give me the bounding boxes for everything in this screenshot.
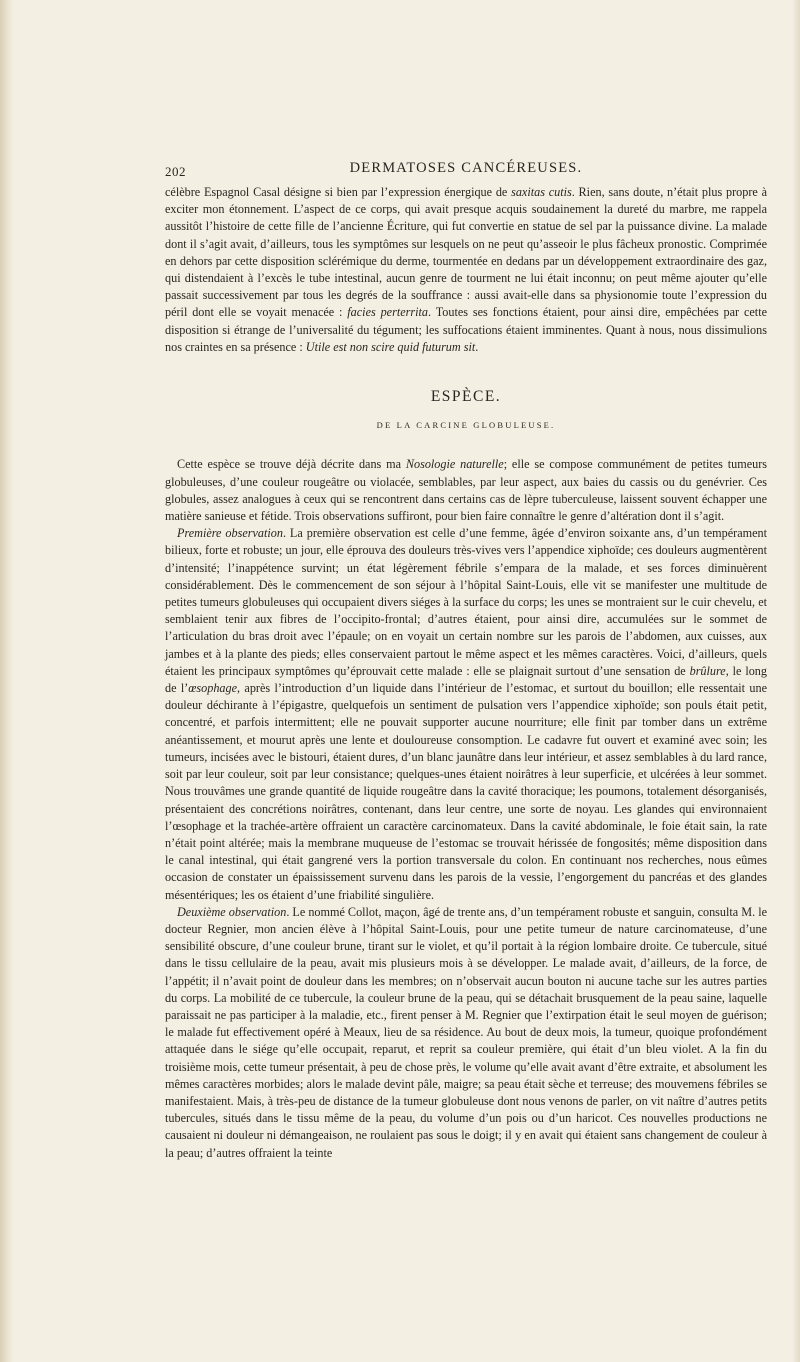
page-body xyxy=(165,160,767,1162)
first-observation-italic-1: brûlure xyxy=(689,663,726,678)
first-observation-text-3: , après l’introduction d’un liquide dans l’intérieur de l’estomac, et surtout du bouillon; elle ressentait une douleur déchirante à l’épigastre, quelquefois un sentiment de pulsation vers l’appendice xiphoïde; son pouls était petit, concentré, et parfois intermittent; elle ne pouvait supporter aucune nourriture; elle finit par tomber dans un extrême anéantissement, et mourut après une lente et douloureuse consomption. Le cadavre fut ouvert et examiné avec soin; les tumeurs, incisées avec le bistouri, étaient dures, d’un blanc jaunâtre dans leur intérieur, et assez semblables à du lard rance, soit par leur couleur, soit par leur consistance; quelques-unes étaient noirâtres à leur superficie, et ulcérées à leur sommet. Nous trouvâmes une grande quantité de liquide rougeâtre dans la cavité thoracique; les poumons, totalement désorganisés, présentaient des concrétions noirâtres, contenant, dans leur centre, une sorte de noyau. Les glandes qui environnaient l’œsophage et la trachée-artère offraient un caractère carcinomateux. Dans la cavité abdominale, le foie était sain, la rate n’était point altérée; mais la membrane muqueuse de l’estomac se trouvait hérissée de fongosités; même disposition dans le canal intestinal, qui était gangrené vers la portion transversale du colon. En continuant nos recherches, nous eûmes occasion de constater un épaississement survenu dans les parois de la vessie, l’engorgement du pancréas et des glandes mésentériques; les os étaient d’une friabilité singulière. xyxy=(165,681,767,902)
intro-italic-3: Utile est non scire quid futurum sit xyxy=(305,339,476,354)
intro-text-4: . xyxy=(475,339,479,354)
second-observation-text: . Le nommé Collot, maçon, âgé de trente ans, d’un tempérament robuste et sanguin, consulta M. le docteur Regnier, mon ancien élève à l’hôpital Saint-Louis, pour une petite tumeur de nature carcinomateuse, d’une sensibilité obscure, d’une couleur brune, tirant sur le violet, et qu’il portait à la région lombaire droite. Ce tubercule, situé dans le tissu cellulaire de la peau, avait mis plusieurs mois à se développer. Le malade avait, d’ailleurs, de la force, de l’appétit; il n’avait point de douleur dans les membres; on n’observait aucun bouton ni aucune tache sur les autres parties du corps. La mobilité de ce tubercule, la couleur brune de la peau, qui se détachait brusquement de la peau saine, laquelle paraissait ne pas participer à la maladie, etc., firent penser à M. Regnier que l’extirpation était le seul moyen de guérison; le malade fut effectivement opéré à Meaux, lieu de sa résidence. Au bout de deux mois, la tumeur, quoique profondément attaquée dans le siége qu’elle occupait, reparut, et reprit sa couleur première, qui était d’un bleu violet. A la fin du troisième mois, cette tumeur présentait, à peu de chose près, le volume qu’elle avait avant d’être extraite, et absolument les mêmes caractères morbides; alors le malade devint pâle, maigre; sa peau était sèche et terreuse; des mouvemens fébriles se manifestaient. Mais, à très-peu de distance de la tumeur globuleuse dont nous venons de parler, on vit naître d’autres petits tubercules, situés dans le tissu même de la peau, du volume d’un pois ou d’un haricot. Ces nouvelles productions ne causaient ni douleur ni démangeaison, ne roulaient pas sous le doigt; il y en avait qui étaient sans changement de couleur à la peau; d’autres offraient la teinte xyxy=(165,904,767,1160)
intro-italic-2: facies perterrita xyxy=(347,305,428,320)
page-edge-shadow xyxy=(0,0,14,1362)
first-observation-heading: Première observation xyxy=(177,526,283,541)
second-observation-paragraph xyxy=(165,904,767,1162)
second-observation-heading: Deuxième observation xyxy=(177,904,287,919)
intro-italic-1: saxitas cutis xyxy=(511,185,572,199)
section-subtitle: DE LA CARCINE GLOBULEUSE. xyxy=(376,420,556,431)
running-title: DERMATOSES CANCÉREUSES. xyxy=(349,160,583,176)
intro-text-3: . Toutes ses fonctions étaient, pour ainsi dire, empêchées par cette disposition si étrange de l’universalité du tégument; les suffocations étaient imminentes. Quant à nous, nous dissimulions nos craintes en sa présence : xyxy=(165,305,767,354)
intro-paragraph xyxy=(165,184,767,356)
first-observation-text-2: , le long de l’ xyxy=(165,663,767,696)
first-observation-italic-2: œsophage xyxy=(188,681,238,696)
intro-text-1: célèbre Espagnol Casal désigne si bien par l’expression énergique de xyxy=(165,185,512,199)
first-observation-paragraph xyxy=(165,525,767,903)
intro-text-2: . Rien, sans doute, n’était plus propre à exciter mon étonnement. L’aspect de ce corps, qui avait presque acquis soudainement la dureté du marbre, me rappela aussitôt l’histoire de cette fille de l’ancienne Écriture, qui fut convertie en statue de sel par la puissance divine. La malade dont il s’agit avait, d’ailleurs, tous les symptômes sur lesquels on ne peut qu’asseoir le plus fâcheux pronostic. Comprimée en dehors par cette disposition sclérémique du derme, tourmentée en dedans par un développement extraordinaire des gaz, qui distendaient à l’excès le tube intestinal, aucun genre de tourment ne lui était inconnu; on peut même ajouter qu’elle passait successivement par tous les degrés de la souffrance : aussi avait-elle dans sa physionomie toute l’expression du péril dont elle se voyait menacée : xyxy=(165,185,767,320)
first-observation-text-1: . La première observation est celle d’une femme, âgée d’environ soixante ans, d’un tempérament bilieux, forte et robuste; un jour, elle éprouva des douleurs très-vives vers l’appendice xiphoïde; ces douleurs augmentèrent d’intensité; l’inappétence survint; un état légèrement fébrile s’empara de la malade, et ses forces diminuèrent considérablement. Dès le commencement de son séjour à l’hôpital Saint-Louis, elle vit se manifester une multitude de petites tumeurs globuleuses qui occupaient divers siéges à la surface du corps; les unes se montraient sur le cuir chevelu, et semblaient tenir aux fibres de l’occipito-frontal; d’autres étaient, pour ainsi dire, accumulées sur le sommet de l’articulation du bras droit avec l’épaule; on en voyait un certain nombre sur les parois de l’abdomen, aux cuisses, aux jambes et à la plante des pieds; elles conservaient partout le même aspect et les mêmes caractères. Voici, d’ailleurs, quels étaient les principaux symptômes qu’éprouvait cette malade : elle se plaignait surtout d’une sensation de xyxy=(165,526,767,678)
running-head xyxy=(165,160,767,182)
species-text-2: ; elle se compose communément de petites tumeurs globuleuses, d’une couleur rougeâtre ou violacée, semblables, par leur aspect, aux baies du cassis ou du genévrier. Ces globules, assez analogues à ceux qui se rencontrent dans certains cas de lèpre tuberculeuse, laissent souvent échapper une matière sanieuse et fétide. Trois observations suffiront, pour bien faire connaître le genre d’altération dont il s’agit. xyxy=(165,457,768,524)
page-number: 202 xyxy=(165,164,186,179)
page-edge-shadow-right xyxy=(792,0,800,1362)
section-title: ESPÈCE. xyxy=(430,388,502,406)
species-paragraph xyxy=(165,456,767,525)
species-text-1: Cette espèce se trouve déjà décrite dans ma xyxy=(177,457,406,472)
species-italic-1: Nosologie naturelle xyxy=(405,457,504,472)
